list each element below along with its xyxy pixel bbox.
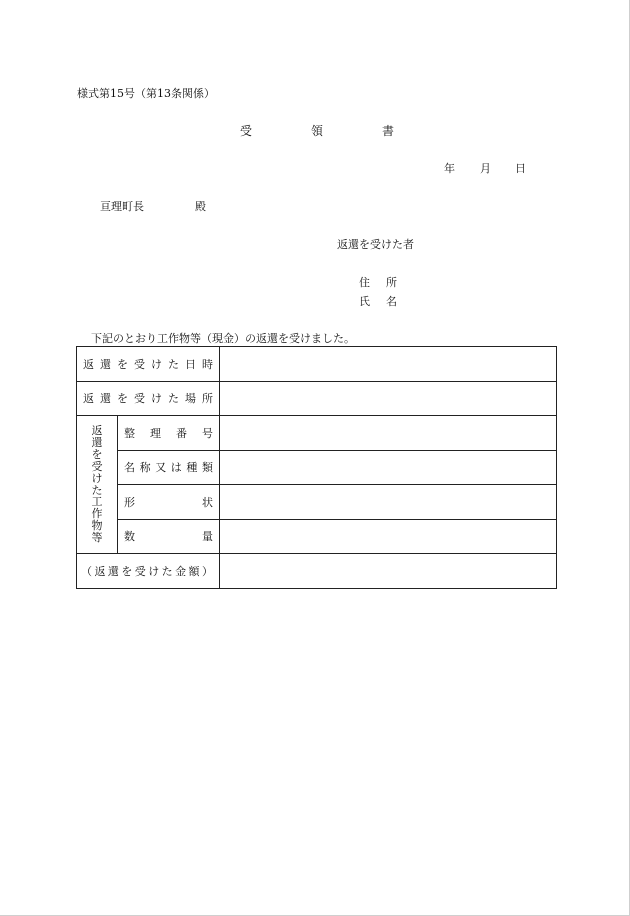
value-quantity[interactable] — [220, 519, 557, 554]
label-name-or-type: 名 称 又 は 種 類 — [118, 450, 220, 485]
table-row — [77, 347, 557, 382]
date-month: 月 — [480, 162, 491, 175]
addressee-honorific: 殿 — [195, 200, 206, 213]
value-return-datetime[interactable] — [220, 347, 557, 382]
receipt-table — [76, 346, 557, 589]
label-shape: 形 状 — [118, 485, 220, 520]
label-return-datetime: 返 還 を 受 け た 日 時 — [77, 347, 220, 382]
label-return-amount: （ 返 還 を 受 け た 金 額 ） — [77, 554, 220, 589]
value-name-or-type[interactable] — [220, 450, 557, 485]
date-day: 日 — [515, 162, 526, 175]
table-row — [77, 381, 557, 416]
value-return-amount[interactable] — [220, 554, 557, 589]
form-number: 様式第15号（第13条関係） — [77, 87, 215, 100]
label-returned-items-group: 返 還 を 受 け た 工 作 物 等 — [77, 416, 118, 554]
receiver-name-label: 氏 名 — [359, 295, 397, 308]
table-row — [77, 554, 557, 589]
label-quantity: 数 量 — [118, 519, 220, 554]
receiver-address-label: 住 所 — [359, 276, 397, 289]
label-return-place: 返 還 を 受 け た 場 所 — [77, 381, 220, 416]
table-row — [77, 519, 557, 554]
value-return-place[interactable] — [220, 381, 557, 416]
intro-text: 下記のとおり工作物等（現金）の返還を受けました。 — [91, 332, 355, 345]
table-row — [77, 416, 557, 451]
value-reference-number[interactable] — [220, 416, 557, 451]
receiver-heading: 返還を受けた者 — [337, 238, 414, 251]
table-row — [77, 485, 557, 520]
date-year: 年 — [444, 162, 455, 175]
label-reference-number: 整 理 番 号 — [118, 416, 220, 451]
value-shape[interactable] — [220, 485, 557, 520]
addressee-name: 亘理町長 — [100, 200, 144, 213]
table-row — [77, 450, 557, 485]
